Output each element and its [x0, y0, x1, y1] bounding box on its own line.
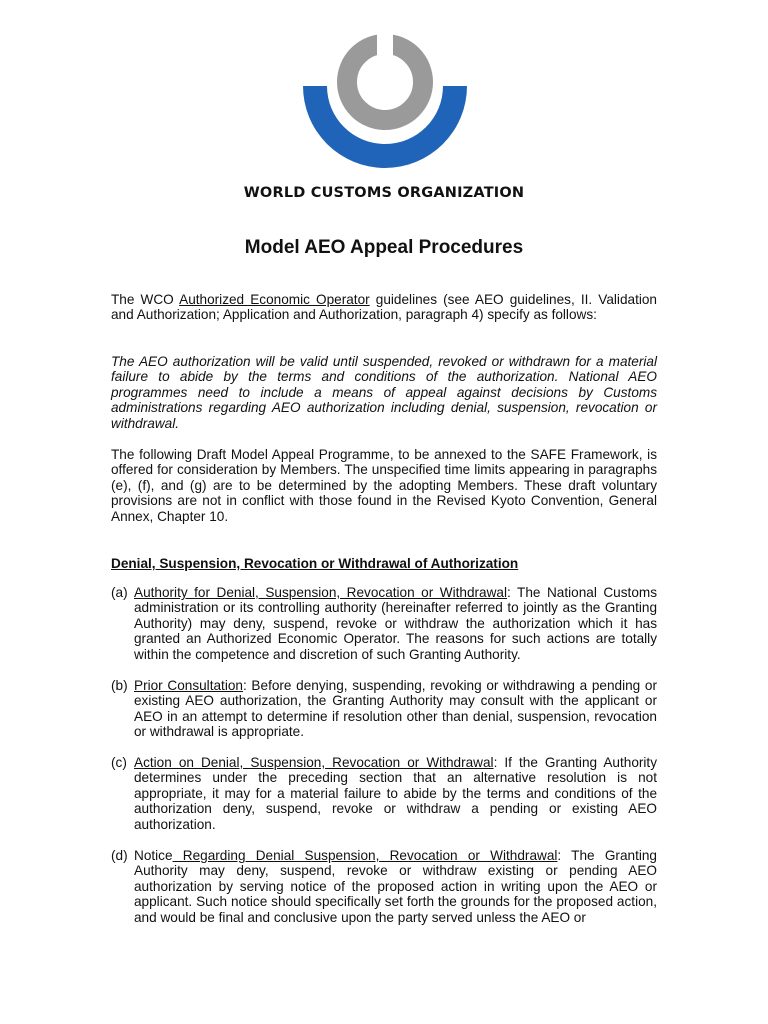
list-item-a: (a) Authority for Denial, Suspension, Revocation or Withdrawal: The National Customs administration or its controlling authority (hereinafter referred to jointly as the Granting Authority) may deny, suspend, revoke or withdraw the authorization which it has granted an Authorized Economic Operator. The reasons for such actions are totally within the competence and discretion of such Granting Authority.: [111, 585, 657, 662]
intro-paragraph: The WCO Authorized Economic Operator guidelines (see AEO guidelines, II. Validation and Authorization; Application and Authorization, paragraph 4) specify as follows:: [111, 292, 657, 323]
aeo-term: Authorized Economic Operator: [179, 292, 370, 307]
quoted-guideline: The AEO authorization will be valid until suspended, revoked or withdrawn for a material failure to abide by the terms and conditions of the authorization. National AEO programmes need to include a means of appeal against decisions by Customs administrations regarding AEO authorization including denial, suspension, revocation or withdrawal.: [111, 354, 657, 431]
organization-name: WORLD CUSTOMS ORGANIZATION: [243, 185, 525, 201]
list-item-b: (b) Prior Consultation: Before denying, suspending, revoking or withdrawing a pending or existing AEO authorization, the Granting Authority may consult with the applicant or AEO in an attempt to determine if resolution other than denial, suspension, revocation or withdrawal is appropriate.: [111, 678, 657, 740]
list-item-d: (d) Notice Regarding Denial Suspension, Revocation or Withdrawal: The Granting Authority may deny, suspend, revoke or withdraw existing or pending AEO authorization by serving notice of the proposed action in writing upon the AEO or applicant. Such notice should specifically set forth the grounds for the proposed action, and would be final and conclusive upon the party served unless the AEO or: [111, 848, 657, 925]
draft-programme-paragraph: The following Draft Model Appeal Programme, to be annexed to the SAFE Framework, is offered for consideration by Members. The unspecified time limits appearing in paragraphs (e), (f), and (g) are to be determined by the adopting Members. These draft voluntary provisions are not in conflict with those found in the Revised Kyoto Convention, General Annex, Chapter 10.: [111, 447, 657, 524]
wco-logo: [300, 30, 470, 188]
document-title: Model AEO Appeal Procedures: [244, 237, 524, 258]
section-heading: Denial, Suspension, Revocation or Withdrawal of Authorization: [111, 556, 519, 571]
list-item-c: (c) Action on Denial, Suspension, Revocation or Withdrawal: If the Granting Authority determines under the preceding section that an alternative resolution is not appropriate, it may for a material failure to abide by the terms and conditions of the authorization deny, suspend, revoke or withdraw a pending or existing AEO authorization.: [111, 755, 657, 832]
